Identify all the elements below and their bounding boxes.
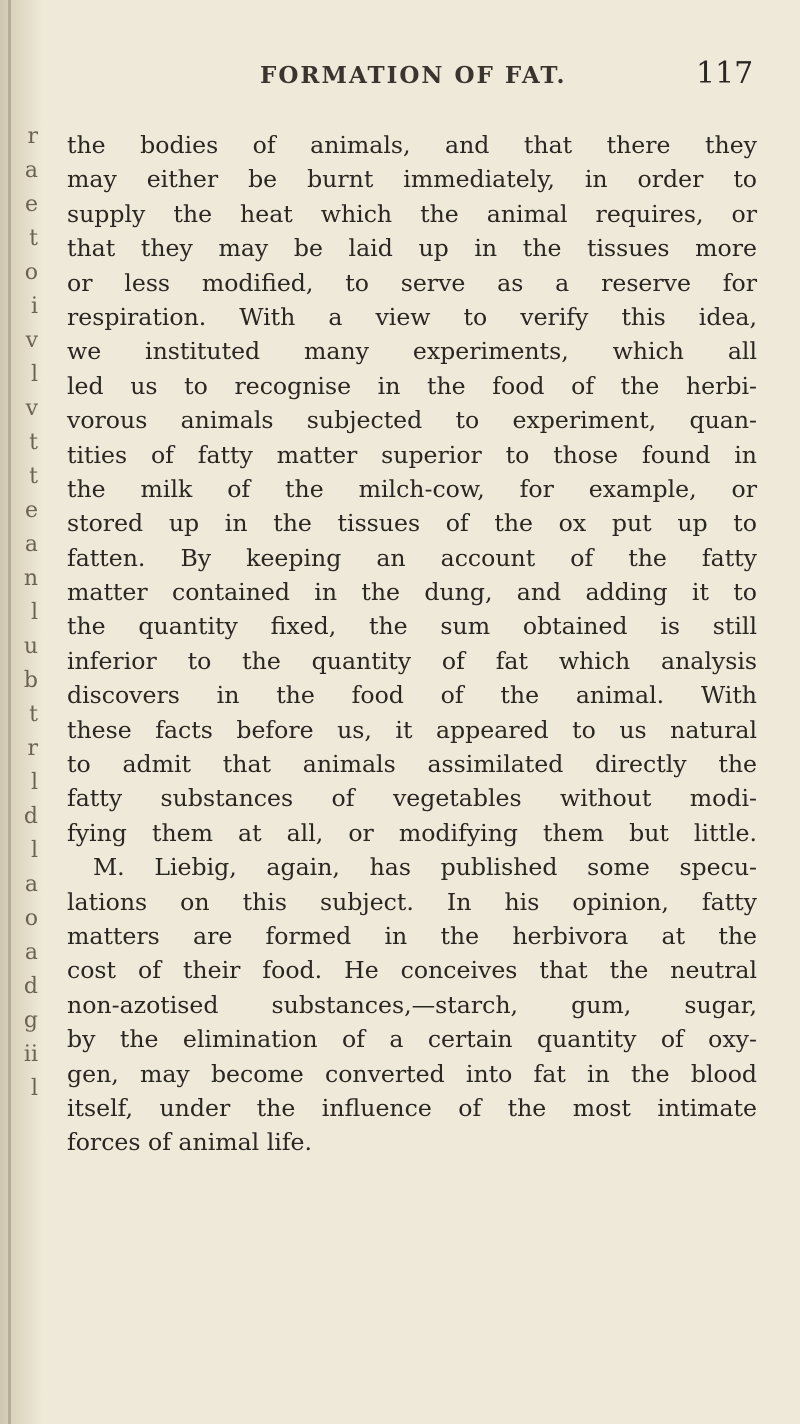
facing-page-fragment: l (30, 770, 38, 795)
facing-page-fragment: t (29, 430, 38, 455)
text-line: to admit that animals assimilated directly the (67, 750, 757, 779)
text-line: lations on this subject. In his opinion, fatty (67, 887, 757, 916)
text-line: itself, under the influence of the most intimate (67, 1093, 757, 1122)
facing-page-fragment: t (29, 226, 38, 251)
facing-page-fragment: l (30, 362, 38, 387)
facing-page-fragment: b (23, 668, 38, 693)
facing-page-fragment: o (24, 260, 38, 285)
running-title: FORMATION OF FAT. (260, 62, 567, 89)
text-line: forces of animal life. (67, 1128, 313, 1157)
text-line: fatty substances of vegetables without modi- (67, 784, 757, 813)
facing-page-fragment: l (30, 1076, 38, 1101)
text-line: fatten. By keeping an account of the fatty (67, 543, 757, 572)
text-line: the bodies of animals, and that there they (67, 131, 757, 159)
facing-page-fragment: a (24, 532, 38, 557)
text-line: supply the heat which the animal requires, or (67, 199, 757, 228)
facing-page-fragments (12, 120, 38, 1106)
text-line: fying them at all, or modifying them but little. (67, 818, 757, 847)
text-line: tities of fatty matter superior to those found in (67, 440, 757, 469)
text-line: gen, may become converted into fat in the blood (67, 1059, 757, 1088)
text-line: by the elimination of a certain quantity of oxy- (67, 1025, 757, 1054)
facing-page-fragment: e (24, 192, 38, 217)
text-line: non-azotised substances,—starch, gum, sugar, (67, 990, 757, 1019)
facing-page-fragment: r (27, 124, 38, 149)
facing-page-fragment: t (29, 702, 38, 727)
text-line: vorous animals subjected to experiment, quan- (67, 406, 757, 435)
facing-page-fragment: a (24, 940, 38, 965)
facing-page-fragment: a (24, 872, 38, 897)
page-header (0, 56, 800, 102)
facing-page-fragment: i (30, 294, 38, 319)
text-line: matter contained in the dung, and adding it to (67, 578, 757, 607)
facing-page-fragment: n (23, 566, 38, 591)
text-line: discovers in the food of the animal. With (67, 681, 757, 710)
text-line: the milk of the milch-cow, for example, or (67, 474, 757, 503)
text-line: matters are formed in the herbivora at the (67, 921, 757, 950)
facing-page-fragment: v (25, 328, 38, 353)
facing-page-fragment: e (24, 498, 38, 523)
page-number: 117 (696, 56, 754, 91)
facing-page-fragment: t (29, 464, 38, 489)
facing-page-fragment: d (23, 974, 38, 999)
text-line: we instituted many experiments, which all (67, 337, 757, 366)
facing-page-fragment: a (24, 158, 38, 183)
text-line: that they may be laid up in the tissues more (67, 234, 757, 263)
text-line: these facts before us, it appeared to us natural (67, 715, 757, 744)
facing-page-fragment: v (25, 396, 38, 421)
facing-page-fragment: d (23, 804, 38, 829)
facing-page-fragment: o (24, 906, 38, 931)
text-line: or less modified, to serve as a reserve for (67, 268, 757, 297)
facing-page-fragment: l (30, 600, 38, 625)
facing-page-fragment: ii (23, 1042, 38, 1067)
text-line: may either be burnt immediately, in order to (67, 165, 757, 194)
body-text (67, 128, 757, 1160)
page-edge (8, 0, 11, 1424)
text-line: the quantity fixed, the sum obtained is still (67, 612, 757, 641)
binding-gutter (0, 0, 42, 1424)
facing-page-fragment: u (23, 634, 38, 659)
text-line: respiration. With a view to verify this idea, (67, 302, 757, 331)
facing-page-fragment: g (23, 1008, 38, 1033)
text-line: inferior to the quantity of fat which analysis (67, 646, 757, 675)
text-line: led us to recognise in the food of the herbi- (67, 371, 757, 400)
text-line: M. Liebig, again, has published some specu- (93, 853, 757, 882)
text-line: stored up in the tissues of the ox put up to (67, 509, 757, 538)
facing-page-fragment: l (30, 838, 38, 863)
text-line: cost of their food. He conceives that the neutral (67, 956, 757, 985)
facing-page-fragment: r (27, 736, 38, 761)
